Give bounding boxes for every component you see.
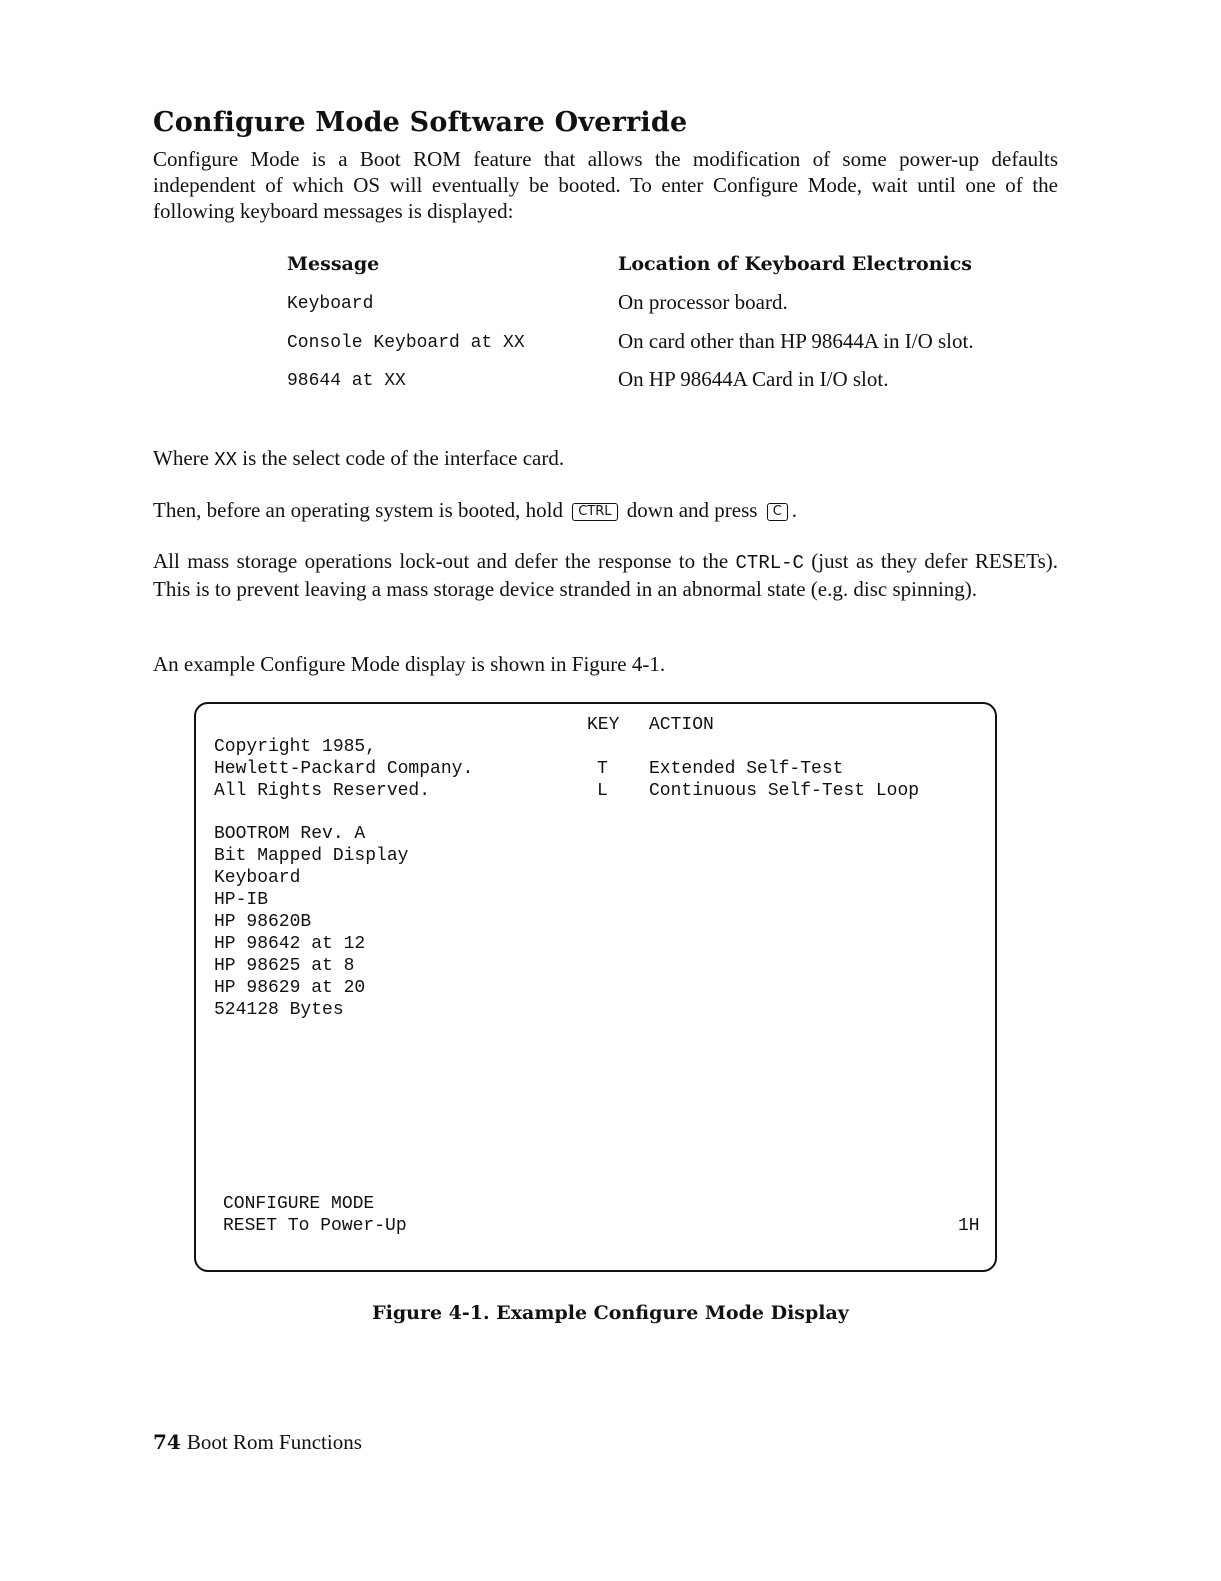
mass-code: CTRL-C xyxy=(735,552,804,574)
screen-indicator: 1H xyxy=(958,1216,980,1236)
screen-key-header: KEY xyxy=(587,715,620,735)
screen-config-line: HP 98642 at 12 xyxy=(214,934,366,954)
screen-action-header: ACTION xyxy=(649,715,714,735)
c-key-glyph: C xyxy=(767,503,788,521)
screen-config-line: HP 98625 at 8 xyxy=(214,956,355,976)
screen-config-line: HP 98620B xyxy=(214,912,312,932)
table-header-message: Message xyxy=(287,253,380,275)
screen-config-line: 524128 Bytes xyxy=(214,1000,344,1020)
section-title: Configure Mode Software Override xyxy=(153,107,688,138)
ctrl-key-glyph: CTRL xyxy=(572,503,617,521)
then-text-mid: down and press xyxy=(621,498,763,522)
screen-config-line: BOOTROM Rev. A xyxy=(214,824,366,844)
screen-action-key: T xyxy=(597,759,608,779)
mass-text-pre: All mass storage operations lock-out and defer the response to the xyxy=(153,549,736,573)
screen-config-line: Keyboard xyxy=(214,868,301,888)
where-paragraph xyxy=(153,445,1058,473)
intro-paragraph: Configure Mode is a Boot ROM feature that allows the modification of some power-up defaults independent of which OS will eventually be booted. To enter Configure Mode, wait until one of the following keyboard messages is displayed: xyxy=(153,147,1058,223)
table-cell-location: On card other than HP 98644A in I/O slot. xyxy=(618,329,974,353)
screen-action-label: Continuous Self-Test Loop xyxy=(649,781,920,801)
then-text-post: . xyxy=(791,498,798,522)
where-text-pre: Where xyxy=(153,446,215,470)
screen-mode-line: CONFIGURE MODE xyxy=(223,1194,375,1214)
mass-text-post: (just as they defer RESETs). This is to prevent leaving a mass storage device stranded in an abnormal state (e.g. disc spinning). xyxy=(153,549,1058,601)
example-paragraph: An example Configure Mode display is shown in Figure 4-1. xyxy=(153,652,666,676)
then-text-pre: Then, before an operating system is booted, hold xyxy=(153,498,569,522)
chapter-title: Boot Rom Functions xyxy=(186,1430,362,1454)
mass-storage-paragraph xyxy=(153,548,1058,602)
table-cell-message: Console Keyboard at XX xyxy=(287,333,525,353)
table-cell-message: Keyboard xyxy=(287,294,374,314)
page-footer xyxy=(153,1430,362,1455)
screen-config-line: HP-IB xyxy=(214,890,269,910)
screen-config-line: HP 98629 at 20 xyxy=(214,978,366,998)
screen-config-line: Bit Mapped Display xyxy=(214,846,409,866)
table-cell-location: On processor board. xyxy=(618,290,788,314)
screen-reset-line: RESET To Power-Up xyxy=(223,1216,407,1236)
screen-copyright-line: Copyright 1985, xyxy=(214,737,377,757)
table-cell-message: 98644 at XX xyxy=(287,371,406,391)
table-header-location: Location of Keyboard Electronics xyxy=(618,253,972,275)
figure-caption: Figure 4-1. Example Configure Mode Display xyxy=(372,1302,849,1324)
screen-action-label: Extended Self-Test xyxy=(649,759,844,779)
where-text-post: is the select code of the interface card. xyxy=(237,446,565,470)
screen-copyright-line: Hewlett-Packard Company. xyxy=(214,759,474,779)
where-code: XX xyxy=(214,449,238,471)
then-paragraph xyxy=(153,497,1058,523)
screen-copyright-line: All Rights Reserved. xyxy=(214,781,431,801)
configure-mode-screen xyxy=(194,702,997,1272)
table-cell-location: On HP 98644A Card in I/O slot. xyxy=(618,367,889,391)
screen-action-key: L xyxy=(597,781,608,801)
page-number: 74 xyxy=(153,1430,181,1454)
